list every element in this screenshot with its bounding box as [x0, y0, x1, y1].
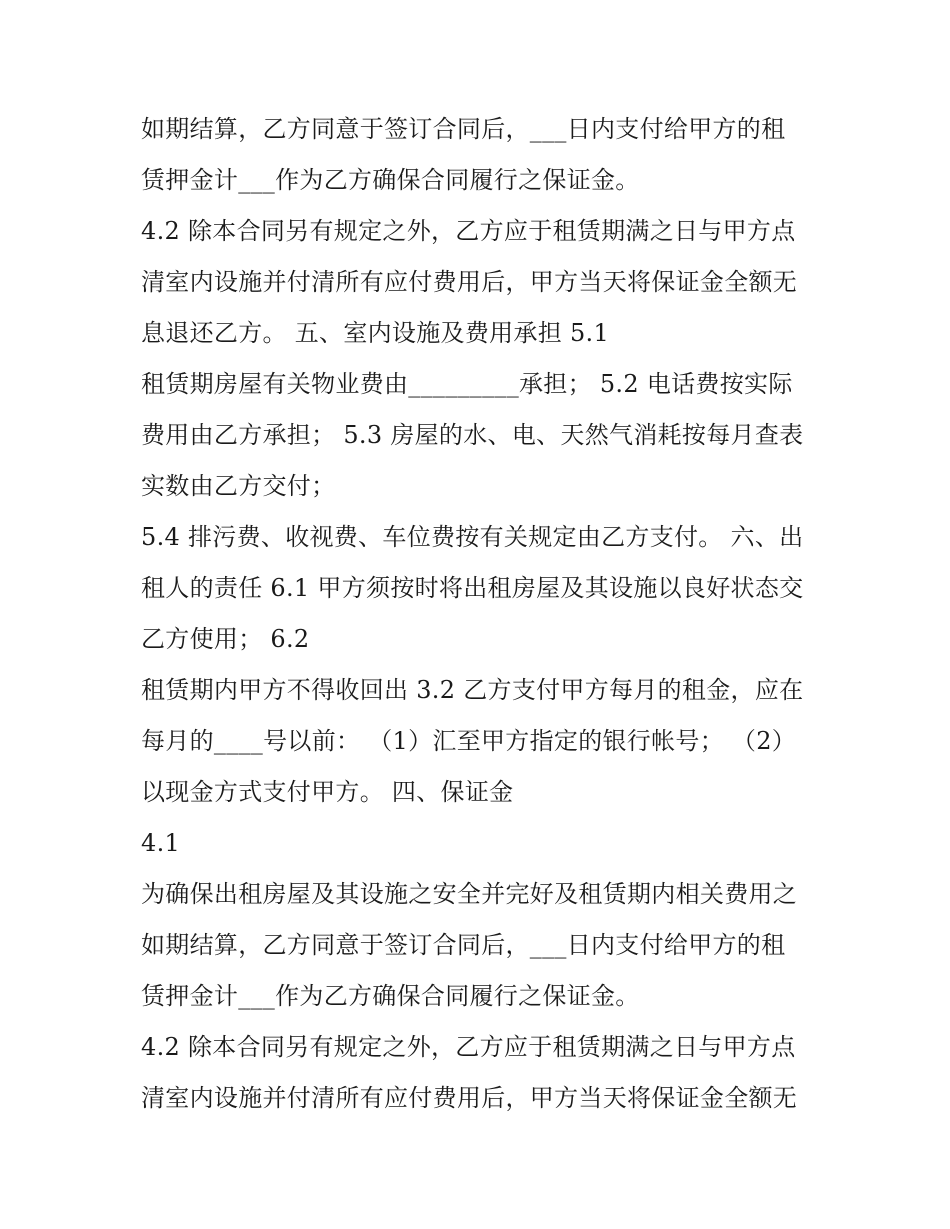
text-line: 为确保出租房屋及其设施之安全并完好及租赁期内相关费用之	[141, 880, 798, 908]
text-line: 清室内设施并付清所有应付费用后，甲方当天将保证金全额无	[141, 1084, 798, 1112]
text-line: 乙方使用； 6.2	[141, 625, 310, 653]
text-line: 租人的责任 6.1 甲方须按时将出租房屋及其设施以良好状态交	[141, 574, 804, 602]
text-line: 赁押金计___作为乙方确保合同履行之保证金。	[141, 982, 640, 1010]
text-line: 5.4 排污费、收视费、车位费按有关规定由乙方支付。 六、出	[141, 523, 804, 551]
text-line: 如期结算，乙方同意于签订合同后，___日内支付给甲方的租	[141, 931, 786, 959]
text-line: 每月的____号以前： （1）汇至甲方指定的银行帐号； （2）	[141, 727, 797, 755]
text-line: 4.2 除本合同另有规定之外，乙方应于租赁期满之日与甲方点	[141, 1033, 796, 1061]
text-line: 如期结算，乙方同意于签订合同后，___日内支付给甲方的租	[141, 115, 786, 143]
text-line: 租赁期内甲方不得收回出 3.2 乙方支付甲方每月的租金，应在	[141, 676, 804, 704]
text-line: 清室内设施并付清所有应付费用后，甲方当天将保证金全额无	[141, 268, 798, 296]
text-line: 4.1	[141, 829, 181, 857]
contract-text-body	[141, 104, 821, 1124]
text-line: 租赁期房屋有关物业费由_________承担； 5.2 电话费按实际	[141, 370, 793, 398]
text-line: 息退还乙方。 五、室内设施及费用承担 5.1	[141, 319, 610, 347]
text-line: 赁押金计___作为乙方确保合同履行之保证金。	[141, 166, 640, 194]
text-line: 费用由乙方承担； 5.3 房屋的水、电、天然气消耗按每月查表	[141, 421, 804, 449]
text-line: 以现金方式支付甲方。 四、保证金	[141, 778, 514, 806]
text-line: 4.2 除本合同另有规定之外，乙方应于租赁期满之日与甲方点	[141, 217, 796, 245]
text-line: 实数由乙方交付；	[141, 472, 336, 500]
